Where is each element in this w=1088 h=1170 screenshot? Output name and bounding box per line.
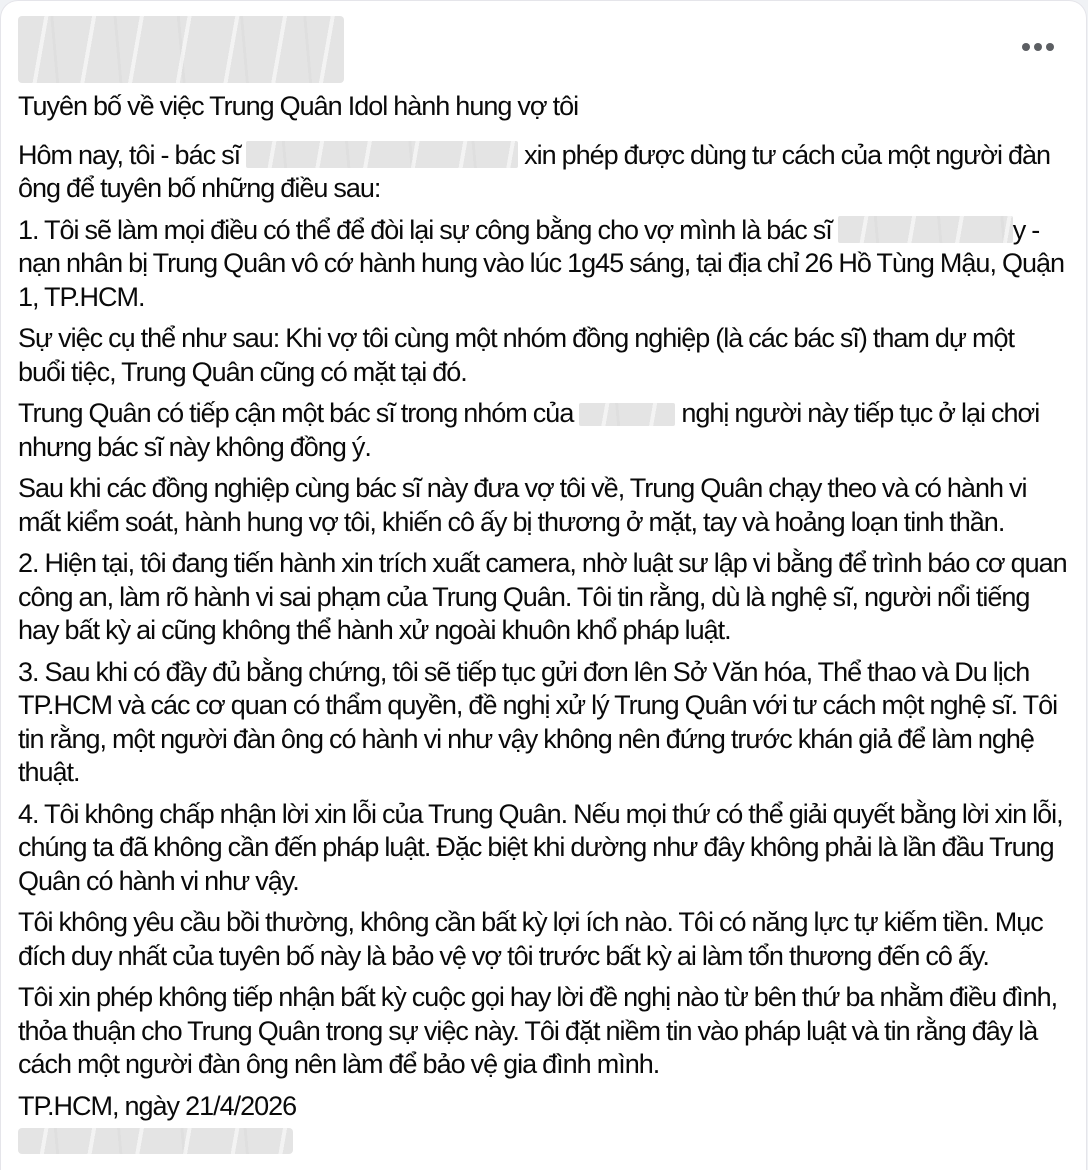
redacted-text: [838, 216, 1013, 243]
post-body: [18, 90, 1067, 1154]
post-paragraph: Tôi không yêu cầu bồi thường, không cần bất kỳ lợi ích nào. Tôi có năng lực tự kiếm tiền. Mục đích duy nhất của tuyên bố này là bảo vệ vợ tôi trước bất kỳ ai làm tổn thương đến cô ấy.: [18, 907, 1043, 971]
post-paragraph: Trung Quân có tiếp cận một bác sĩ trong nhóm của nghị người này tiếp tục ở lại chơi nhưng bác sĩ này không đồng ý.: [18, 398, 1040, 462]
post-paragraph: 2. Hiện tại, tôi đang tiến hành xin trích xuất camera, nhờ luật sư lập vi bằng để trình báo cơ quan công an, làm rõ hành vi sai phạm của Trung Quân. Tôi tin rằng, dù là nghệ sĩ, người nổi tiếng hay bất kỳ ai cũng không thể hành xử ngoài khuôn khổ pháp luật.: [18, 548, 1067, 645]
post-paragraph: Tôi xin phép không tiếp nhận bất kỳ cuộc gọi hay lời đề nghị nào từ bên thứ ba nhằm điều đình, thỏa thuận cho Trung Quân trong sự việc này. Tôi đặt niềm tin vào pháp luật và tin rằng đây là cách một người đàn ông nên làm để bảo vệ gia đình mình.: [18, 982, 1058, 1079]
post-date-line: TP.HCM, ngày 21/4/2026: [18, 1090, 297, 1121]
post-paragraph: Hôm nay, tôi - bác sĩ xin phép được dùng tư cách của một người đàn ông để tuyên bố những điều sau:: [18, 139, 1051, 203]
post-paragraph: 4. Tôi không chấp nhận lời xin lỗi của Trung Quân. Nếu mọi thứ có thể giải quyết bằng lời xin lỗi, chúng ta đã không cần đến pháp luật. Đặc biệt khi dường như đây không phải là lần đầu Trung Quân có hành vi như vậy.: [18, 798, 1063, 896]
ellipsis-horizontal-icon: [1022, 43, 1054, 51]
redacted-text: [579, 403, 675, 426]
more-options-button[interactable]: [1022, 43, 1054, 51]
post-paragraph: Sự việc cụ thể như sau: Khi vợ tôi cùng một nhóm đồng nghiệp (là các bác sĩ) tham dự một buổi tiệc, Trung Quân cũng có mặt tại đó.: [18, 323, 1014, 387]
redacted-author-name: [18, 16, 344, 83]
post-paragraphs: [18, 139, 1067, 1082]
redacted-signature: [18, 1128, 293, 1154]
post-paragraph: 3. Sau khi có đầy đủ bằng chứng, tôi sẽ tiếp tục gửi đơn lên Sở Văn hóa, Thể thao và Du lịch TP.HCM và các cơ quan có thẩm quyền, đề nghị xử lý Trung Quân với tư cách một nghệ sĩ. Tôi tin rằng, một người đàn ông có hành vi như vậy không nên đứng trước khán giả để làm nghệ thuật.: [18, 656, 1058, 787]
post-header: [18, 16, 1067, 83]
post-paragraph: Sau khi các đồng nghiệp cùng bác sĩ này đưa vợ tôi về, Trung Quân chạy theo và có hành vi mất kiểm soát, hành hung vợ tôi, khiến cô ấy bị thương ở mặt, tay và hoảng loạn tinh thần.: [18, 473, 1027, 537]
post-paragraph: 1. Tôi sẽ làm mọi điều có thể để đòi lại sự công bằng cho vợ mình là bác sĩ y - nạn nhân bị Trung Quân vô cớ hành hung vào lúc 1g45 sáng, tại địa chỉ 26 Hồ Tùng Mậu, Quận 1, TP.HCM.: [18, 214, 1064, 312]
redacted-text: [246, 141, 518, 168]
post-title: Tuyên bố về việc Trung Quân Idol hành hung vợ tôi: [18, 91, 579, 121]
